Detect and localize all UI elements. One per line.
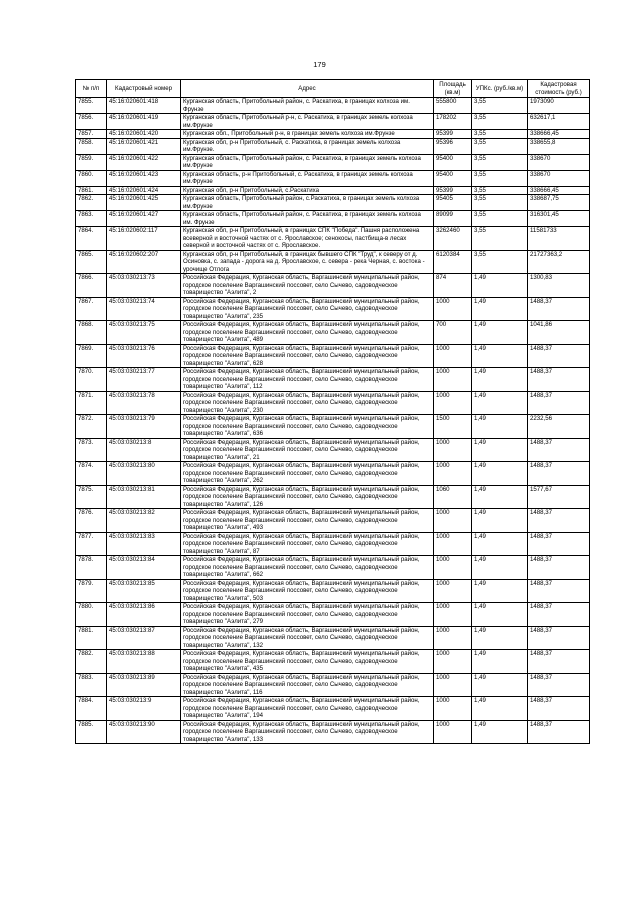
cell-upks: 1,49: [472, 673, 528, 697]
cell-cadastral-number: 45:03:030213:85: [107, 579, 181, 603]
cell-cadastral-number: 45:03:030213:78: [107, 391, 181, 415]
table-row: [76, 485, 590, 509]
cell-cadastral-number: 45:03:030213:9: [107, 697, 181, 721]
header-cadastral-number: Кадастровый номер: [107, 80, 181, 98]
cell-upks: 1,49: [472, 697, 528, 721]
cell-area: 1000: [434, 673, 472, 697]
cell-upks: 3,55: [472, 250, 528, 274]
table-row: [76, 650, 590, 674]
cell-row-number: 7884.: [76, 697, 107, 721]
cell-cadastral-number: 45:16:020601:425: [107, 195, 181, 211]
cell-row-number: 7879.: [76, 579, 107, 603]
cell-cadastral-number: 45:03:030213:81: [107, 485, 181, 509]
table-row: [76, 186, 590, 195]
cell-upks: 3,55: [472, 227, 528, 251]
table-row: [76, 368, 590, 392]
cell-address: Российская Федерация, Курганская область, Варгашинский муниципальный район, городское поселение Варгашинский поссовет, село Сычево, садоводческое товарищество "Аэлита", 133: [181, 720, 434, 744]
table-row: [76, 509, 590, 533]
cell-row-number: 7860.: [76, 170, 107, 186]
cell-area: 95400: [434, 154, 472, 170]
cell-row-number: 7868.: [76, 321, 107, 345]
cell-row-number: 7867.: [76, 297, 107, 321]
cell-cadastral-number: 45:03:030213:76: [107, 344, 181, 368]
header-upks: УПКс. (руб./кв.м): [472, 80, 528, 98]
cell-cadastral-number: 45:03:030213:83: [107, 532, 181, 556]
cell-cadastral-number: 45:03:030213:82: [107, 509, 181, 533]
cell-address: Российская Федерация, Курганская область, Варгашинский муниципальный район, городское поселение Варгашинский поссовет, село Сычево, садоводческое товарищество "Аэлита", 194: [181, 697, 434, 721]
cell-row-number: 7885.: [76, 720, 107, 744]
cell-cadastral-number: 45:03:030213:74: [107, 297, 181, 321]
cell-address: Российская Федерация, Курганская область, Варгашинский муниципальный район, городское поселение Варгашинский поссовет, село Сычево, садоводческое товарищество "Аэлита", 112: [181, 368, 434, 392]
cell-row-number: 7857.: [76, 130, 107, 139]
table-row: [76, 170, 590, 186]
cell-row-number: 7856.: [76, 114, 107, 130]
table-row: [76, 274, 590, 298]
header-address: Адрес: [181, 80, 434, 98]
table-row: [76, 250, 590, 274]
cell-upks: 1,49: [472, 720, 528, 744]
table-row: [76, 556, 590, 580]
cell-upks: 3,55: [472, 114, 528, 130]
cell-cadastral-value: 1488,37: [528, 673, 590, 697]
cell-upks: 1,49: [472, 274, 528, 298]
cell-cadastral-number: 45:16:020602:207: [107, 250, 181, 274]
cell-cadastral-value: 1488,37: [528, 509, 590, 533]
cell-upks: 1,49: [472, 532, 528, 556]
cell-address: Российская Федерация, Курганская область, Варгашинский муниципальный район, городское поселение Варгашинский поссовет, село Сычево, садоводческое товарищество "Аэлита", 235: [181, 297, 434, 321]
cell-area: 1000: [434, 368, 472, 392]
cell-cadastral-value: 1488,37: [528, 532, 590, 556]
cell-row-number: 7875.: [76, 485, 107, 509]
cell-row-number: 7869.: [76, 344, 107, 368]
table-row: [76, 579, 590, 603]
cell-cadastral-value: 316301,45: [528, 211, 590, 227]
cell-row-number: 7862.: [76, 195, 107, 211]
cell-row-number: 7880.: [76, 603, 107, 627]
table-row: [76, 344, 590, 368]
cell-address: Российская Федерация, Курганская область, Варгашинский муниципальный район, городское поселение Варгашинский поссовет, село Сычево, садоводческое товарищество "Аэлита", 21: [181, 438, 434, 462]
cell-upks: 3,55: [472, 130, 528, 139]
cell-cadastral-value: 1488,37: [528, 603, 590, 627]
cell-cadastral-number: 45:16:020601:423: [107, 170, 181, 186]
table-row: [76, 195, 590, 211]
cell-cadastral-value: 1577,67: [528, 485, 590, 509]
cell-cadastral-value: 21727363,2: [528, 250, 590, 274]
table-row: [76, 297, 590, 321]
cell-row-number: 7859.: [76, 154, 107, 170]
table-row: [76, 227, 590, 251]
cell-cadastral-value: 1488,37: [528, 650, 590, 674]
cell-row-number: 7874.: [76, 462, 107, 486]
cell-area: 6120384: [434, 250, 472, 274]
cell-cadastral-value: 338670: [528, 154, 590, 170]
cell-row-number: 7883.: [76, 673, 107, 697]
cell-area: 1060: [434, 485, 472, 509]
cell-address: Российская Федерация, Курганская область, Варгашинский муниципальный район, городское поселение Варгашинский поссовет, село Сычево, садоводческое товарищество "Аэлита", 230: [181, 391, 434, 415]
cell-upks: 1,49: [472, 391, 528, 415]
table-row: [76, 438, 590, 462]
cell-row-number: 7876.: [76, 509, 107, 533]
cell-area: 874: [434, 274, 472, 298]
cell-cadastral-number: 45:16:020602:117: [107, 227, 181, 251]
cell-area: 95399: [434, 186, 472, 195]
cell-cadastral-value: 1488,37: [528, 297, 590, 321]
cell-address: Курганская область, р-н Притобольный, с. Раскатиха, в границах земель колхоза им.Фрунзе: [181, 170, 434, 186]
table-row: [76, 415, 590, 439]
cell-cadastral-value: 11581733: [528, 227, 590, 251]
cell-address: Российская Федерация, Курганская область, Варгашинский муниципальный район, городское поселение Варгашинский поссовет, село Сычево, садоводческое товарищество "Аэлита", 435: [181, 650, 434, 674]
cell-address: Курганская обл, р-н Притобольный, с. Раскатиха, в границах земель колхоза им.Фрунзе.: [181, 138, 434, 154]
cell-cadastral-value: 1488,37: [528, 391, 590, 415]
cell-area: 95405: [434, 195, 472, 211]
cell-cadastral-number: 45:03:030213:75: [107, 321, 181, 345]
cell-cadastral-number: 45:16:020601:422: [107, 154, 181, 170]
cell-area: 3262460: [434, 227, 472, 251]
cell-cadastral-number: 45:03:030213:86: [107, 603, 181, 627]
header-cadastral-value: Кадастровая стоимость (руб.): [528, 80, 590, 98]
table-row: [76, 114, 590, 130]
cell-address: Российская Федерация, Курганская область, Варгашинский муниципальный район, городское поселение Варгашинский поссовет, село Сычево, садоводческое товарищество "Аэлита", 628: [181, 344, 434, 368]
cell-row-number: 7872.: [76, 415, 107, 439]
header-area: Площадь (кв.м): [434, 80, 472, 98]
cell-upks: 1,49: [472, 650, 528, 674]
table-row: [76, 532, 590, 556]
cell-upks: 1,49: [472, 556, 528, 580]
cell-upks: 1,49: [472, 321, 528, 345]
cell-row-number: 7878.: [76, 556, 107, 580]
cell-row-number: 7873.: [76, 438, 107, 462]
cell-upks: 3,55: [472, 98, 528, 114]
table-row: [76, 154, 590, 170]
cell-row-number: 7855.: [76, 98, 107, 114]
cell-row-number: 7882.: [76, 650, 107, 674]
cell-cadastral-number: 45:03:030213:80: [107, 462, 181, 486]
cell-area: 1000: [434, 650, 472, 674]
cell-cadastral-value: 632617,1: [528, 114, 590, 130]
cell-row-number: 7877.: [76, 532, 107, 556]
page-number: 179: [313, 60, 326, 69]
cell-cadastral-number: 45:03:030213:88: [107, 650, 181, 674]
cell-cadastral-value: 338670: [528, 170, 590, 186]
cell-cadastral-number: 45:03:030213:90: [107, 720, 181, 744]
cell-area: 1000: [434, 297, 472, 321]
cell-area: 1000: [434, 720, 472, 744]
cell-address: Курганская обл, р-н Притобольный, в границах бывшего СПК "Труд", к северу от д. Осиновка, с. запада - дорога на д. Ярославское, с. севера - река Черная, с. востока - урочище Отлога: [181, 250, 434, 274]
cell-area: 95399: [434, 130, 472, 139]
cell-address: Курганская область, Притобольный район, с. Раскатиха, в границах земель колхоза им.Фрунзе: [181, 154, 434, 170]
table-row: [76, 211, 590, 227]
cell-upks: 3,55: [472, 170, 528, 186]
cell-cadastral-number: 45:16:020601:418: [107, 98, 181, 114]
cell-area: 555800: [434, 98, 472, 114]
cell-cadastral-value: 1488,37: [528, 697, 590, 721]
table-header-row: [76, 80, 590, 98]
cell-row-number: 7870.: [76, 368, 107, 392]
cell-cadastral-number: 45:16:020601:421: [107, 138, 181, 154]
cell-area: 95400: [434, 170, 472, 186]
table-row: [76, 720, 590, 744]
cell-upks: 1,49: [472, 297, 528, 321]
table-row: [76, 462, 590, 486]
cell-cadastral-value: 1488,37: [528, 579, 590, 603]
header-row-number: № п/п: [76, 80, 107, 98]
cell-address: Курганская обл, р-н Притобольный, с.Раскатиха: [181, 186, 434, 195]
cell-upks: 3,55: [472, 186, 528, 195]
cell-row-number: 7863.: [76, 211, 107, 227]
cell-row-number: 7881.: [76, 626, 107, 650]
cell-address: Российская Федерация, Курганская область, Варгашинский муниципальный район, городское поселение Варгашинский поссовет, село Сычево, садоводческое товарищество "Аэлита", 662: [181, 556, 434, 580]
cell-cadastral-value: 338687,75: [528, 195, 590, 211]
cell-cadastral-number: 45:03:030213:77: [107, 368, 181, 392]
cell-address: Российская Федерация, Курганская область, Варгашинский муниципальный район, городское поселение Варгашинский поссовет, село Сычево, садоводческое товарищество "Аэлита", 116: [181, 673, 434, 697]
cell-area: 1000: [434, 438, 472, 462]
cell-cadastral-value: 1488,37: [528, 626, 590, 650]
cell-cadastral-value: 1300,83: [528, 274, 590, 298]
cell-area: 1000: [434, 556, 472, 580]
cell-area: 1000: [434, 532, 472, 556]
cell-area: 1000: [434, 391, 472, 415]
cell-upks: 1,49: [472, 415, 528, 439]
cell-upks: 3,55: [472, 138, 528, 154]
cell-address: Курганская обл., Притобольный р-н, в границах земель колхоза им.Фрунзе: [181, 130, 434, 139]
table-body: [76, 98, 590, 744]
table-row: [76, 130, 590, 139]
cell-area: 1000: [434, 697, 472, 721]
cell-cadastral-number: 45:16:020601:420: [107, 130, 181, 139]
cell-cadastral-value: 338666,45: [528, 130, 590, 139]
cell-cadastral-value: 1488,37: [528, 556, 590, 580]
cell-cadastral-number: 45:03:030213:87: [107, 626, 181, 650]
cell-cadastral-number: 45:16:020601:424: [107, 186, 181, 195]
cadastral-register-table: [75, 79, 590, 744]
cell-upks: 3,55: [472, 211, 528, 227]
cell-upks: 1,49: [472, 462, 528, 486]
cell-upks: 1,49: [472, 509, 528, 533]
table-row: [76, 391, 590, 415]
cell-cadastral-value: 1488,37: [528, 438, 590, 462]
cell-upks: 1,49: [472, 344, 528, 368]
cell-area: 1000: [434, 626, 472, 650]
cell-cadastral-number: 45:03:030213:84: [107, 556, 181, 580]
cell-cadastral-value: 1973090: [528, 98, 590, 114]
cell-row-number: 7861.: [76, 186, 107, 195]
cell-address: Курганская область, Притобольный район, с.Раскатиха, в границах земель колхоза им.Фрунзе: [181, 195, 434, 211]
cell-area: 1000: [434, 344, 472, 368]
cell-area: 1500: [434, 415, 472, 439]
cell-address: Курганская обл, р-н Притобольный, в границах СПК "Победа". Пашня расположена всеверной и восточной частях от с. Ярославское; сенокосы, пастбища-в лесах северной и восточной частях от с. Ярославское.: [181, 227, 434, 251]
cell-area: 1000: [434, 603, 472, 627]
cell-upks: 1,49: [472, 603, 528, 627]
cell-row-number: 7866.: [76, 274, 107, 298]
cell-cadastral-value: 1488,37: [528, 368, 590, 392]
table-row: [76, 697, 590, 721]
cell-cadastral-value: 338655,8: [528, 138, 590, 154]
cell-area: 89099: [434, 211, 472, 227]
cell-area: 95396: [434, 138, 472, 154]
cell-cadastral-number: 45:16:020601:427: [107, 211, 181, 227]
table-row: [76, 673, 590, 697]
cell-upks: 1,49: [472, 368, 528, 392]
cell-address: Курганская область, Притобольный район, с. Раскатиха, в границах колхоза им. Фрунзе: [181, 98, 434, 114]
table-row: [76, 138, 590, 154]
cell-address: Российская Федерация, Курганская область, Варгашинский муниципальный район, городское поселение Варгашинский поссовет, село Сычево, садоводческое товарищество "Аэлита", 2: [181, 274, 434, 298]
cell-address: Российская Федерация, Курганская область, Варгашинский муниципальный район, городское поселение Варгашинский поссовет, село Сычево, садоводческое товарищество "Аэлита", 87: [181, 532, 434, 556]
cell-address: Российская Федерация, Курганская область, Варгашинский муниципальный район, городское поселение Варгашинский поссовет, село Сычево, садоводческое товарищество "Аэлита", 636: [181, 415, 434, 439]
cell-address: Курганская область, Притобольный р-н, с. Раскатиха, в границах земель колхоза им.Фрунзе: [181, 114, 434, 130]
cell-cadastral-number: 45:03:030213:8: [107, 438, 181, 462]
cell-upks: 3,55: [472, 154, 528, 170]
cell-cadastral-number: 45:03:030213:73: [107, 274, 181, 298]
cell-upks: 1,49: [472, 438, 528, 462]
cell-address: Российская Федерация, Курганская область, Варгашинский муниципальный район, городское поселение Варгашинский поссовет, село Сычево, садоводческое товарищество "Аэлита", 279: [181, 603, 434, 627]
cell-address: Российская Федерация, Курганская область, Варгашинский муниципальный район, городское поселение Варгашинский поссовет, село Сычево, садоводческое товарищество "Аэлита", 489: [181, 321, 434, 345]
cell-area: 178202: [434, 114, 472, 130]
cell-cadastral-value: 1488,37: [528, 720, 590, 744]
cell-area: 700: [434, 321, 472, 345]
cell-address: Курганская область, Притобольный район, с. Раскатиха, в границах земель колхоза им. Фрунзе: [181, 211, 434, 227]
cell-row-number: 7864.: [76, 227, 107, 251]
cell-cadastral-number: 45:03:030213:79: [107, 415, 181, 439]
cell-cadastral-value: 1488,37: [528, 344, 590, 368]
table-row: [76, 98, 590, 114]
cell-row-number: 7871.: [76, 391, 107, 415]
cell-cadastral-number: 45:16:020601:419: [107, 114, 181, 130]
table-row: [76, 626, 590, 650]
cell-cadastral-value: 2232,56: [528, 415, 590, 439]
cell-address: Российская Федерация, Курганская область, Варгашинский муниципальный район, городское поселение Варгашинский поссовет, село Сычево, садоводческое товарищество "Аэлита", 126: [181, 485, 434, 509]
cell-cadastral-value: 1041,86: [528, 321, 590, 345]
table-row: [76, 321, 590, 345]
cell-address: Российская Федерация, Курганская область, Варгашинский муниципальный район, городское поселение Варгашинский поссовет, село Сычево, садоводческое товарищество "Аэлита", 132: [181, 626, 434, 650]
cell-address: Российская Федерация, Курганская область, Варгашинский муниципальный район, городское поселение Варгашинский поссовет, село Сычево, садоводческое товарищество "Аэлита", 493: [181, 509, 434, 533]
cell-cadastral-value: 338666,45: [528, 186, 590, 195]
cell-row-number: 7858.: [76, 138, 107, 154]
cell-upks: 1,49: [472, 626, 528, 650]
cell-upks: 1,49: [472, 579, 528, 603]
cell-area: 1000: [434, 462, 472, 486]
cell-row-number: 7865.: [76, 250, 107, 274]
cell-address: Российская Федерация, Курганская область, Варгашинский муниципальный район, городское поселение Варгашинский поссовет, село Сычево, садоводческое товарищество "Аэлита", 262: [181, 462, 434, 486]
cell-cadastral-number: 45:03:030213:89: [107, 673, 181, 697]
cell-area: 1000: [434, 579, 472, 603]
cell-upks: 1,49: [472, 485, 528, 509]
cell-area: 1000: [434, 509, 472, 533]
cell-cadastral-value: 1488,37: [528, 462, 590, 486]
table-row: [76, 603, 590, 627]
cell-upks: 3,55: [472, 195, 528, 211]
cell-address: Российская Федерация, Курганская область, Варгашинский муниципальный район, городское поселение Варгашинский поссовет, село Сычево, садоводческое товарищество "Аэлита", 503: [181, 579, 434, 603]
